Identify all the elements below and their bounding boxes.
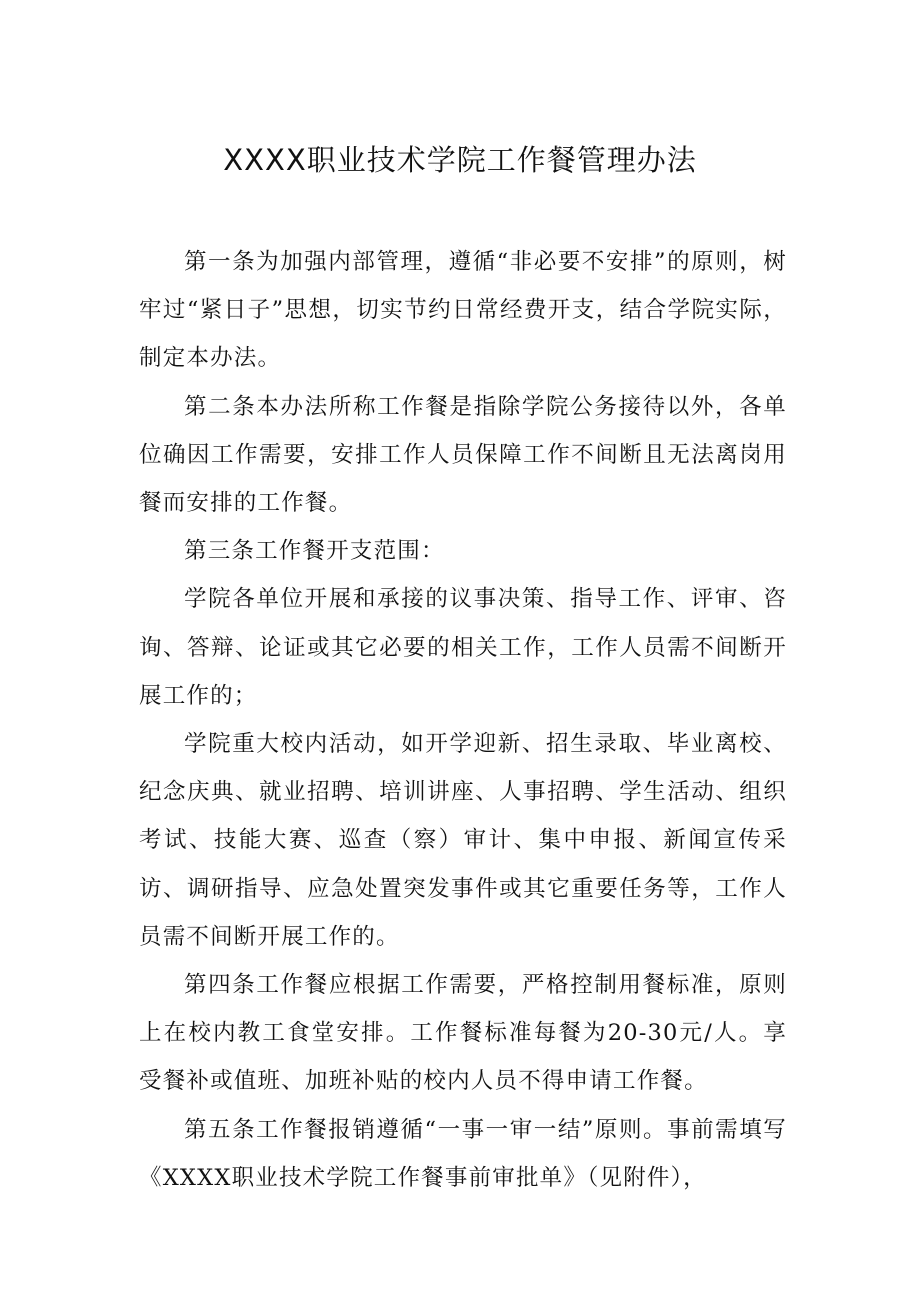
article-4-paragraph: 第四条工作餐应根据工作需要，严格控制用餐标准，原则上在校内教工食堂安排。工作餐标准每餐为20-30元/人。享受餐补或值班、加班补贴的校内人员不得申请工作餐。 [139,972,787,1095]
document-title: XXXX职业技术学院工作餐管理办法 [223,143,697,177]
article-3-paragraph: 第三条工作餐开支范围： [184,538,445,565]
article-5-paragraph: 第五条工作餐报销遵循“一事一审一结”原则。事前需填写《XXXX职业技术学院工作餐事前审批单》（见附件）， [139,1116,787,1191]
scope-item-2-paragraph: 学院重大校内活动，如开学迎新、招生录取、毕业离校、纪念庆典、就业招聘、培训讲座、人事招聘、学生活动、组织考试、技能大赛、巡查（察）审计、集中申报、新闻宣传采访、调研指导、应急处置突发事件或其它重要任务等，工作人员需不间断开展工作的。 [139,731,787,950]
document-body [139,238,787,1202]
scope-item-1-paragraph: 学院各单位开展和承接的议事决策、指导工作、评审、咨询、答辩、论证或其它必要的相关工作，工作人员需不间断开展工作的； [139,586,787,709]
article-2-paragraph: 第二条本办法所称工作餐是指除学院公务接待以外，各单位确因工作需要，安排工作人员保障工作不间断且无法离岗用餐而安排的工作餐。 [139,393,787,517]
article-1-paragraph: 第一条为加强内部管理，遵循“非必要不安排”的原则，树牢过“紧日子”思想，切实节约日常经费开支，结合学院实际，制定本办法。 [139,249,787,372]
